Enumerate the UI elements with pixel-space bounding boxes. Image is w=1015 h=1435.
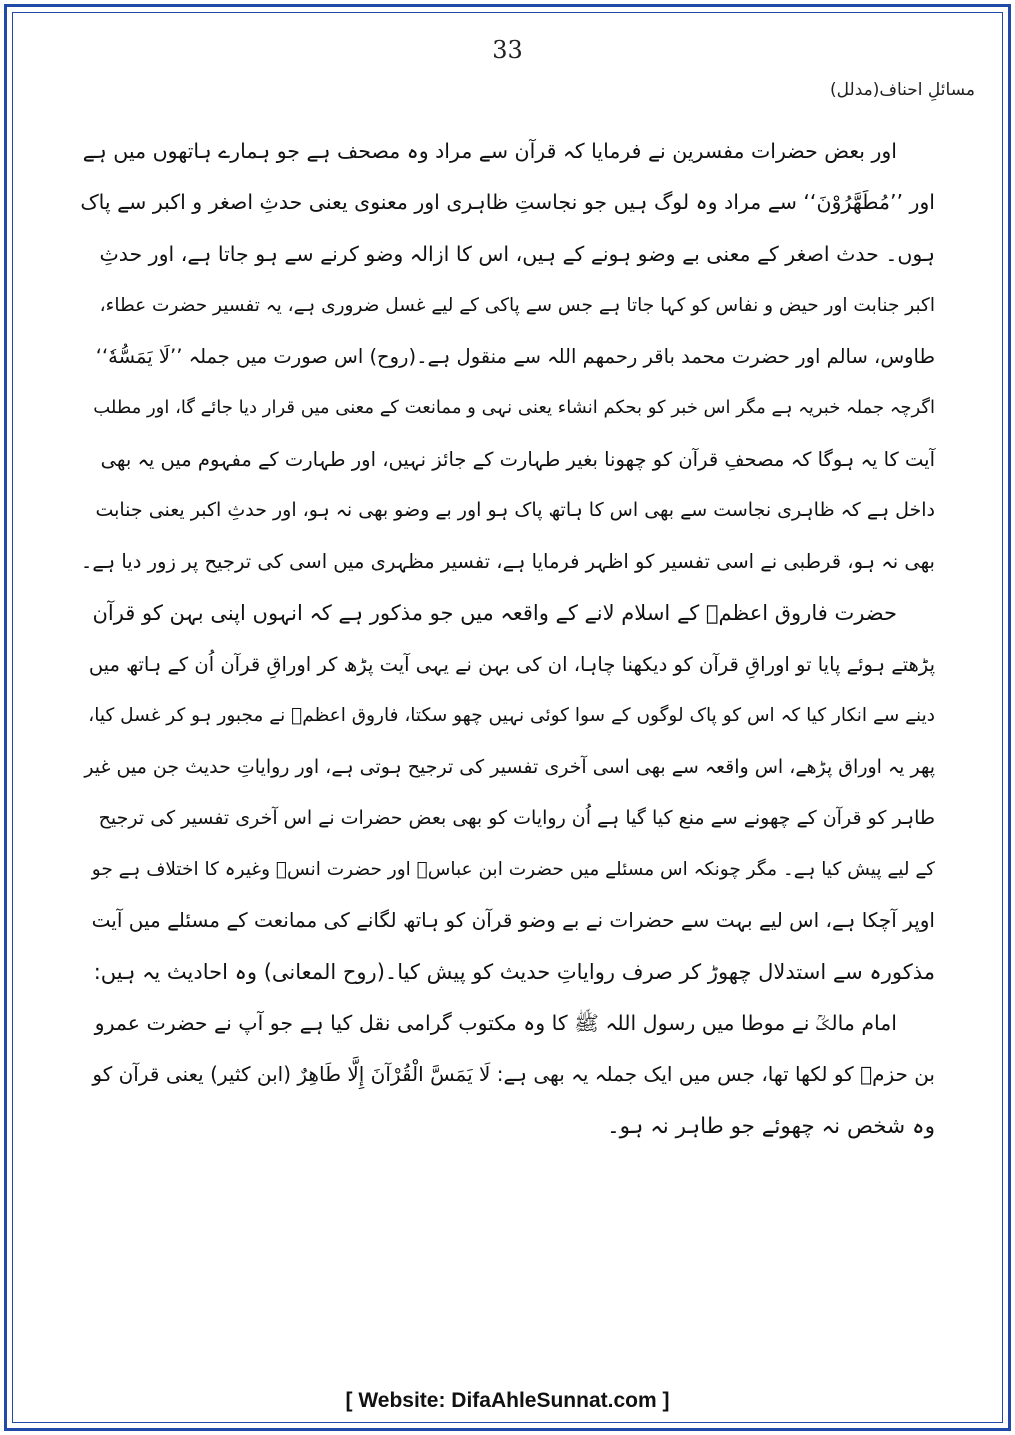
text-line: بھی نہ ہو، قرطبی نے اسی تفسیر کو اظہر فرمایا ہے، تفسیر مظہری میں اسی کی ترجیح پر زور دیا ہے۔ [80,550,935,574]
text-line: داخل ہے کہ ظاہری نجاست سے بھی اس کا ہاتھ پاک ہو اور بے وضو بھی نہ ہو، اور حدثِ اکبر یعنی جنابت [95,499,935,522]
text-line: بن حزمؓ کو لکھا تھا، جس میں ایک جملہ یہ بھی ہے: لَا يَمَسَّ الْقُرْآنَ إِلَّا طَاهِرٌ (ابن کثیر) یعنی قرآن کو [92,1062,935,1087]
text-line: دینے سے انکار کیا کہ اس کو پاک لوگوں کے سوا کوئی نہیں چھو سکتا، فاروق اعظمؓ نے مجبور ہو کر غسل کیا، [88,705,935,727]
text-line: اوپر آچکا ہے، اس لیے بہت سے حضرات نے بے وضو قرآن کو ہاتھ لگانے کی ممانعت کے مسئلے میں آیت [91,908,935,933]
text-line: حضرت فاروق اعظمؓ کے اسلام لانے کے واقعہ میں جو مذکور ہے کہ انہوں اپنی بہن کو قرآن [92,600,897,625]
page-number: 33 [492,36,523,64]
text-line: آیت کا یہ ہوگا کہ مصحفِ قرآن کو چھونا بغیر طہارت کے جائز نہیں، اور طہارت کے مفہوم میں یہ بھی [100,447,935,471]
text-line: اگرچہ جملہ خبریہ ہے مگر اس خبر کو بحکم انشاء یعنی نہی و ممانعت کے معنی میں قرار دیا جائے گا، اور مطلب [93,397,935,419]
text-line: ہوں۔ حدث اصغر کے معنی بے وضو ہونے کے ہیں، اس کا ازالہ وضو کرنے سے ہو جاتا ہے، اور حدثِ [99,241,935,266]
paragraph-2 [80,588,935,998]
text-line: اور بعض حضرات مفسرین نے فرمایا کہ قرآن سے مراد وہ مصحف ہے جو ہمارے ہاتھوں میں ہے [82,139,897,163]
body-text [80,126,935,1152]
text-line: طاہر کو قرآن کے چھونے سے منع کیا گیا ہے اُن روایات کو بھی بعض حضرات نے اس آخری تفسیر کی ترجیح [98,806,935,829]
text-line: مذکورہ سے استدلال چھوڑ کر صرف روایاتِ حدیث کو پیش کیا۔(روح المعانی) وہ احادیث یہ ہیں: [93,959,935,984]
website-footer: [ Website: DifaAhleSunnat.com ] [345,1389,670,1412]
paragraph-3 [80,998,935,1152]
text-line: پڑھتے ہوئے پایا تو اوراقِ قرآن کو دیکھنا چاہا، ان کی بہن نے یہی آیت پڑھ کر اوراقِ قرآن اُن کے ہاتھ میں [88,652,935,676]
text-line: کے لیے پیش کیا ہے۔ مگر چونکہ اس مسئلے میں حضرت ابن عباسؓ اور حضرت انسؓ وغیرہ کا اختلاف ہے جو [91,859,935,881]
text-line: اور ’’مُطَهَّرُوْنَ‘‘ سے مراد وہ لوگ ہیں جو نجاستِ ظاہری اور معنوی یعنی حدثِ اصغر و اکبر سے پاک [80,190,935,215]
text-line: اکبر جنابت اور حیض و نفاس کو کہا جاتا ہے جس سے پاکی کے لیے غسل ضروری ہے، یہ تفسیر حضرت عطاء، [99,294,935,316]
text-line: پھر یہ اوراق پڑھے، اس واقعہ سے بھی اسی آخری تفسیر کی ترجیح ہوتی ہے، اور روایاتِ حدیث جن میں غیر [84,755,935,778]
paragraph-1 [80,126,935,588]
text-line: امام مالکؒ نے موطا میں رسول اللہ ﷺ کا وہ مکتوب گرامی نقل کیا ہے جو آپ نے حضرت عمرو [94,1011,897,1036]
text-line: وہ شخص نہ چھوئے جو طاہر نہ ہو۔ [607,1113,935,1139]
running-head: مسائلِ احناف(مدلل) [830,80,975,100]
text-line: طاوس، سالم اور حضرت محمد باقر رحمھم اللہ سے منقول ہے۔(روح) اس صورت میں جملہ ’’لَا يَمَسُّهٗ‘‘ [95,345,935,369]
